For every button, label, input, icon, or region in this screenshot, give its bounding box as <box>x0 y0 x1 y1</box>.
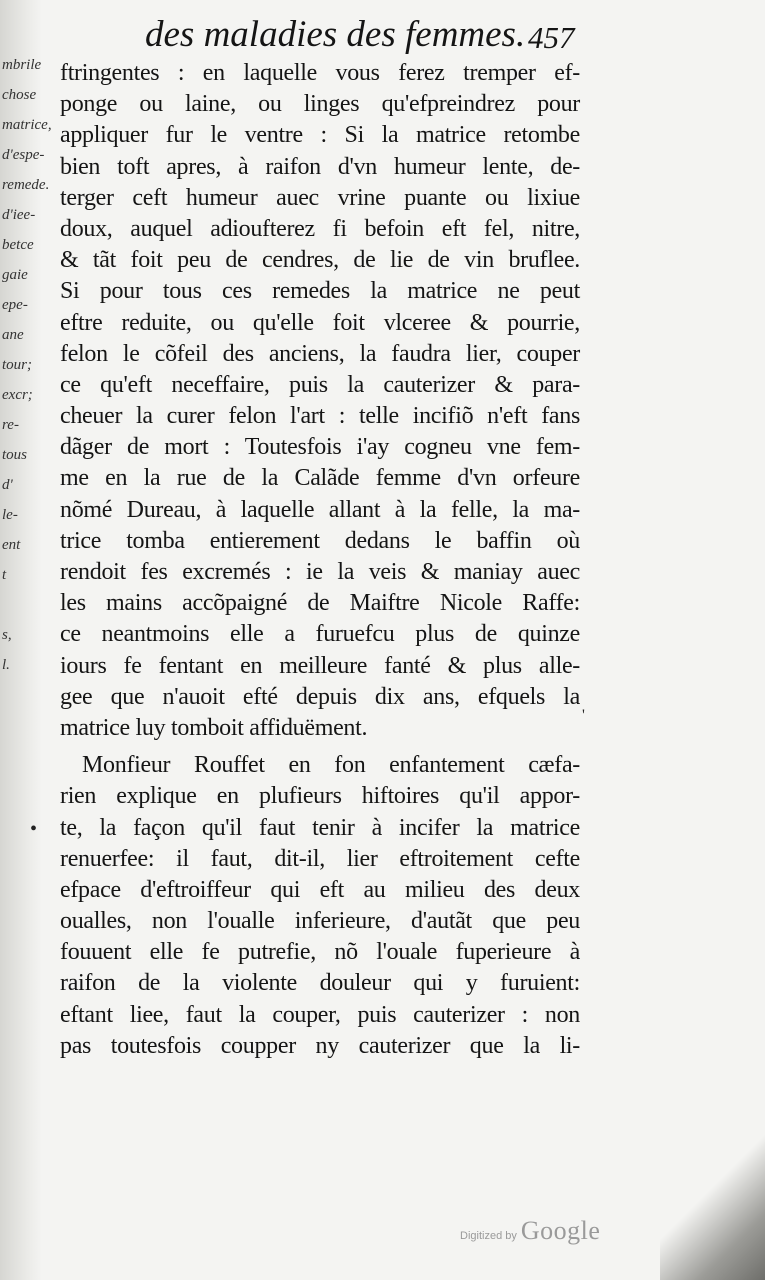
text-line: les mains accõpaigné de Maiftre Nicole Raffe: <box>60 590 580 617</box>
text-line: raifon de la violente douleur qui y furuient: <box>60 970 580 997</box>
text-line: ce neantmoins elle a furuefcu plus de quinze <box>60 621 580 648</box>
text-line: rien explique en plufieurs hiftoires qu'il appor- <box>60 783 580 810</box>
text-line: cheuer la curer felon l'art : telle incifiõ n'eft fans <box>60 403 580 430</box>
margin-fragment: matrice, <box>2 117 52 133</box>
margin-fragment: betce <box>2 237 34 253</box>
running-head: des maladies des femmes. <box>145 14 526 55</box>
text-line: ftringentes : en laquelle vous ferez tremper ef- <box>60 60 580 86</box>
text-line: me en la rue de la Calãde femme d'vn orfeure <box>60 465 580 492</box>
text-line: felon le cõfeil des anciens, la faudra lier, couper <box>60 340 580 367</box>
margin-fragment: tour; <box>2 357 32 373</box>
page-number: 457 <box>528 20 575 55</box>
margin-fragment: d'iee- <box>2 207 36 223</box>
text-line: te, la façon qu'il faut tenir à incifer la matrice <box>60 814 580 841</box>
facing-page-margin-text <box>0 50 52 710</box>
text-line: pas toutesfois coupper ny cauterizer que la li- <box>60 1032 580 1059</box>
ink-tick-mark: ' <box>582 707 585 724</box>
text-line: terger ceft humeur auec vrine puante ou lixiue <box>60 184 580 211</box>
text-line: appliquer fur le ventre : Si la matrice retombe <box>60 122 580 149</box>
margin-fragment: d' <box>2 477 13 493</box>
text-line: bien toft apres, à raifon d'vn humeur lente, de- <box>60 153 580 180</box>
text-line: dãger de mort : Toutesfois i'ay cogneu vne fem- <box>60 434 580 461</box>
text-line: gee que n'auoit efté depuis dix ans, efquels la <box>60 683 580 710</box>
paragraph-start-line: Monfieur Rouffet en fon enfantement cæfa- <box>82 752 580 779</box>
text-line: ponge ou laine, ou linges qu'efpreindrez pour <box>60 91 580 118</box>
text-line: nõmé Dureau, à laquelle allant à la felle, la ma- <box>60 496 580 523</box>
margin-fragment: excr; <box>2 387 33 403</box>
text-line: eftant liee, faut la couper, puis cauterizer : non <box>60 1001 580 1028</box>
text-line: trice tomba entierement dedans le baffin où <box>60 527 580 554</box>
margin-fragment: s, <box>2 627 12 643</box>
google-logo: Google <box>520 1216 601 1245</box>
margin-fragment: t <box>2 567 7 583</box>
margin-fragment: mbrile <box>2 57 42 73</box>
margin-fragment <box>0 590 40 620</box>
text-line: oualles, non l'oualle inferieure, d'autãt que peu <box>60 908 580 935</box>
digitization-watermark <box>460 1216 630 1252</box>
text-line: eftre reduite, ou qu'elle foit vlceree & pourrie, <box>60 309 580 336</box>
margin-fragment: chose <box>2 87 37 103</box>
margin-fragment: remede. <box>2 177 50 193</box>
text-line: renuerfee: il faut, dit-il, lier eftroitement cefte <box>60 845 580 872</box>
paragraph-end-line: matrice luy tomboit affiduëment. <box>60 714 368 741</box>
body-text <box>60 58 580 1062</box>
margin-fragment: re- <box>2 417 19 433</box>
text-line: ce qu'eft neceffaire, puis la cauterizer & para- <box>60 371 580 398</box>
text-line: iours fe fentant en meilleure fanté & plus alle- <box>60 652 580 679</box>
text-line: Si pour tous ces remedes la matrice ne peut <box>60 278 580 305</box>
text-line: & tãt foit peu de cendres, de lie de vin bruflee. <box>60 247 580 274</box>
watermark-prefix: Digitized by <box>460 1230 517 1242</box>
text-line: doux, auquel adioufterez fi befoin eft fel, nitre, <box>60 215 580 242</box>
margin-fragment: ane <box>2 327 24 343</box>
text-line: fouuent elle fe putrefie, nõ l'ouale fuperieure à <box>60 939 580 966</box>
margin-fragment: l. <box>2 657 10 673</box>
margin-fragment: epe- <box>2 297 28 313</box>
ink-dot-mark: • <box>30 818 38 840</box>
text-line: rendoit fes excremés : ie la veis & maniay auec <box>60 559 580 585</box>
margin-fragment: le- <box>2 507 18 523</box>
page-corner-shadow <box>660 1120 765 1280</box>
text-line: efpace d'eftroiffeur qui eft au milieu des deux <box>60 876 580 903</box>
margin-fragment: ent <box>2 537 21 553</box>
margin-fragment: gaie <box>2 267 28 283</box>
margin-fragment: d'espe- <box>2 147 45 163</box>
margin-fragment: tous <box>2 447 28 463</box>
